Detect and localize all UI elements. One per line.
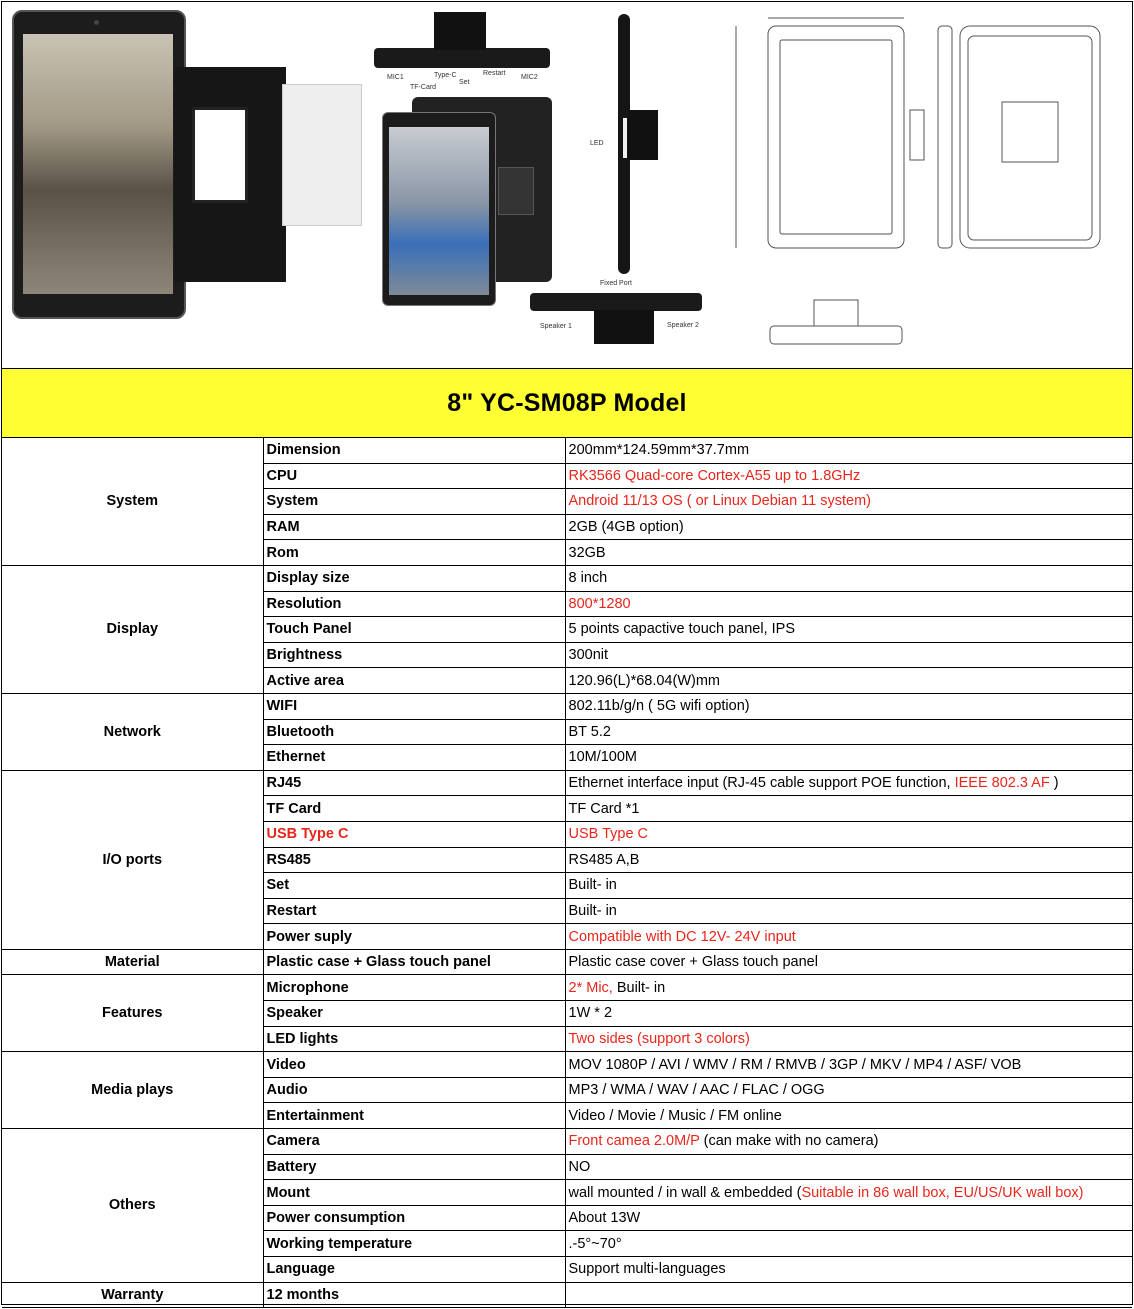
spec-key: Speaker (263, 1001, 565, 1027)
tablet-front-small-photo (382, 112, 496, 306)
spec-value (565, 1282, 1132, 1308)
spec-value-part: Suitable in 86 wall box, EU/US/UK wall box) (801, 1184, 1084, 1201)
label-led: LED (590, 140, 604, 147)
spec-key: RJ45 (263, 770, 565, 796)
spec-key: Camera (263, 1129, 565, 1155)
spec-key: Working temperature (263, 1231, 565, 1257)
table-row (2, 565, 1132, 591)
table-row (2, 975, 1132, 1001)
spec-key: Display size (263, 565, 565, 591)
spec-value-part: IEEE 802.3 AF (954, 775, 1050, 792)
spec-value: Video / Movie / Music / FM online (565, 1103, 1132, 1129)
spec-value: RK3566 Quad-core Cortex-A55 up to 1.8GHz (565, 463, 1132, 489)
spec-value: BT 5.2 (565, 719, 1132, 745)
spec-value: 10M/100M (565, 745, 1132, 771)
spec-value: 300nit (565, 642, 1132, 668)
spec-key: Rom (263, 540, 565, 566)
label-speaker1: Speaker 1 (540, 323, 572, 330)
spec-key: Video (263, 1052, 565, 1078)
spec-value-part: Front camea 2.0M/P (568, 1133, 700, 1150)
spec-value: USB Type C (565, 821, 1132, 847)
spec-key: Ethernet (263, 745, 565, 771)
wall-box-photo (282, 84, 362, 226)
spec-value (565, 975, 1132, 1001)
spec-key: Power consumption (263, 1205, 565, 1231)
spec-key: Audio (263, 1077, 565, 1103)
label-mic2: MIC2 (521, 74, 538, 81)
spec-value: MOV 1080P / AVI / WMV / RM / RMVB / 3GP / MKV / MP4 / ASF/ VOB (565, 1052, 1132, 1078)
spec-value: RS485 A,B (565, 847, 1132, 873)
spec-value: 800*1280 (565, 591, 1132, 617)
spec-value: .-5°~70° (565, 1231, 1132, 1257)
section-label: I/O ports (2, 770, 263, 949)
spec-value-part: ) (1049, 775, 1059, 792)
spec-key: Bluetooth (263, 719, 565, 745)
spec-key: Power suply (263, 924, 565, 950)
section-label: System (2, 438, 263, 565)
section-label: Others (2, 1129, 263, 1283)
spec-value-part: 2* Mic, (568, 979, 617, 996)
page-title: 8" YC-SM08P Model (2, 369, 1132, 438)
spec-value-part: wall mounted / in wall & embedded ( (568, 1184, 802, 1201)
spec-key: LED lights (263, 1026, 565, 1052)
table-row (2, 1052, 1132, 1078)
spec-value: 8 inch (565, 565, 1132, 591)
spec-key: Brightness (263, 642, 565, 668)
spec-value: NO (565, 1154, 1132, 1180)
label-speaker2: Speaker 2 (667, 322, 699, 329)
section-label: Display (2, 565, 263, 693)
table-row (2, 1282, 1132, 1308)
spec-key: CPU (263, 463, 565, 489)
spec-value-part: Built- in (616, 979, 666, 996)
label-fixed-port: Fixed Port (600, 280, 632, 287)
spec-key: Active area (263, 668, 565, 694)
spec-key: USB Type C (263, 821, 565, 847)
spec-value: Android 11/13 OS ( or Linux Debian 11 system) (565, 489, 1132, 515)
tablet-front-photo (12, 10, 186, 319)
mounting-plate-photo (174, 67, 286, 282)
spec-value: 5 points capactive touch panel, IPS (565, 617, 1132, 643)
spec-key: 12 months (263, 1282, 565, 1308)
spec-value: Built- in (565, 898, 1132, 924)
bottom-port-view (530, 293, 702, 311)
label-tfcard: TF-Card (410, 84, 437, 91)
label-mic1: MIC1 (387, 74, 404, 81)
spec-value: 1W * 2 (565, 1001, 1132, 1027)
spec-value-part: (can make with no camera) (699, 1133, 879, 1150)
spec-key: Battery (263, 1154, 565, 1180)
spec-key: Resolution (263, 591, 565, 617)
section-label: Media plays (2, 1052, 263, 1129)
spec-value: TF Card *1 (565, 796, 1132, 822)
product-photos (2, 2, 1132, 369)
spec-value: 120.96(L)*68.04(W)mm (565, 668, 1132, 694)
top-port-view (374, 48, 550, 68)
spec-key: TF Card (263, 796, 565, 822)
label-typec: Type-C (434, 72, 457, 79)
label-restart: Restart (483, 70, 506, 77)
spec-key: System (263, 489, 565, 515)
spec-value: Plastic case cover + Glass touch panel (565, 949, 1132, 975)
spec-value (565, 1129, 1132, 1155)
section-label: Features (2, 975, 263, 1052)
section-label: Network (2, 693, 263, 770)
spec-key: Entertainment (263, 1103, 565, 1129)
spec-value: Support multi-languages (565, 1257, 1132, 1283)
spec-key: WIFI (263, 693, 565, 719)
spec-value: MP3 / WMA / WAV / AAC / FLAC / OGG (565, 1077, 1132, 1103)
spec-key: Microphone (263, 975, 565, 1001)
label-set: Set (459, 79, 470, 86)
spec-key: Dimension (263, 438, 565, 463)
spec-value-part: Ethernet interface input (RJ-45 cable support POE function, (568, 775, 955, 792)
spec-sheet (1, 1, 1133, 1305)
dimension-drawings (722, 10, 1132, 355)
spec-value: Two sides (support 3 colors) (565, 1026, 1132, 1052)
spec-key: RAM (263, 514, 565, 540)
table-row (2, 770, 1132, 796)
table-row (2, 1129, 1132, 1155)
spec-key: RS485 (263, 847, 565, 873)
spec-value: 200mm*124.59mm*37.7mm (565, 438, 1132, 463)
table-row (2, 693, 1132, 719)
spec-value: About 13W (565, 1205, 1132, 1231)
spec-key: Mount (263, 1180, 565, 1206)
section-label: Material (2, 949, 263, 975)
spec-value: Compatible with DC 12V- 24V input (565, 924, 1132, 950)
spec-value: 32GB (565, 540, 1132, 566)
spec-value: 2GB (4GB option) (565, 514, 1132, 540)
table-row (2, 438, 1132, 463)
spec-key: Set (263, 873, 565, 899)
spec-key: Touch Panel (263, 617, 565, 643)
spec-value (565, 1180, 1132, 1206)
spec-key: Restart (263, 898, 565, 924)
spec-value: Built- in (565, 873, 1132, 899)
spec-key: Language (263, 1257, 565, 1283)
spec-key: Plastic case + Glass touch panel (263, 949, 565, 975)
spec-table (2, 438, 1132, 1308)
table-row (2, 949, 1132, 975)
spec-value (565, 770, 1132, 796)
section-label: Warranty (2, 1282, 263, 1308)
spec-value: 802.11b/g/n ( 5G wifi option) (565, 693, 1132, 719)
